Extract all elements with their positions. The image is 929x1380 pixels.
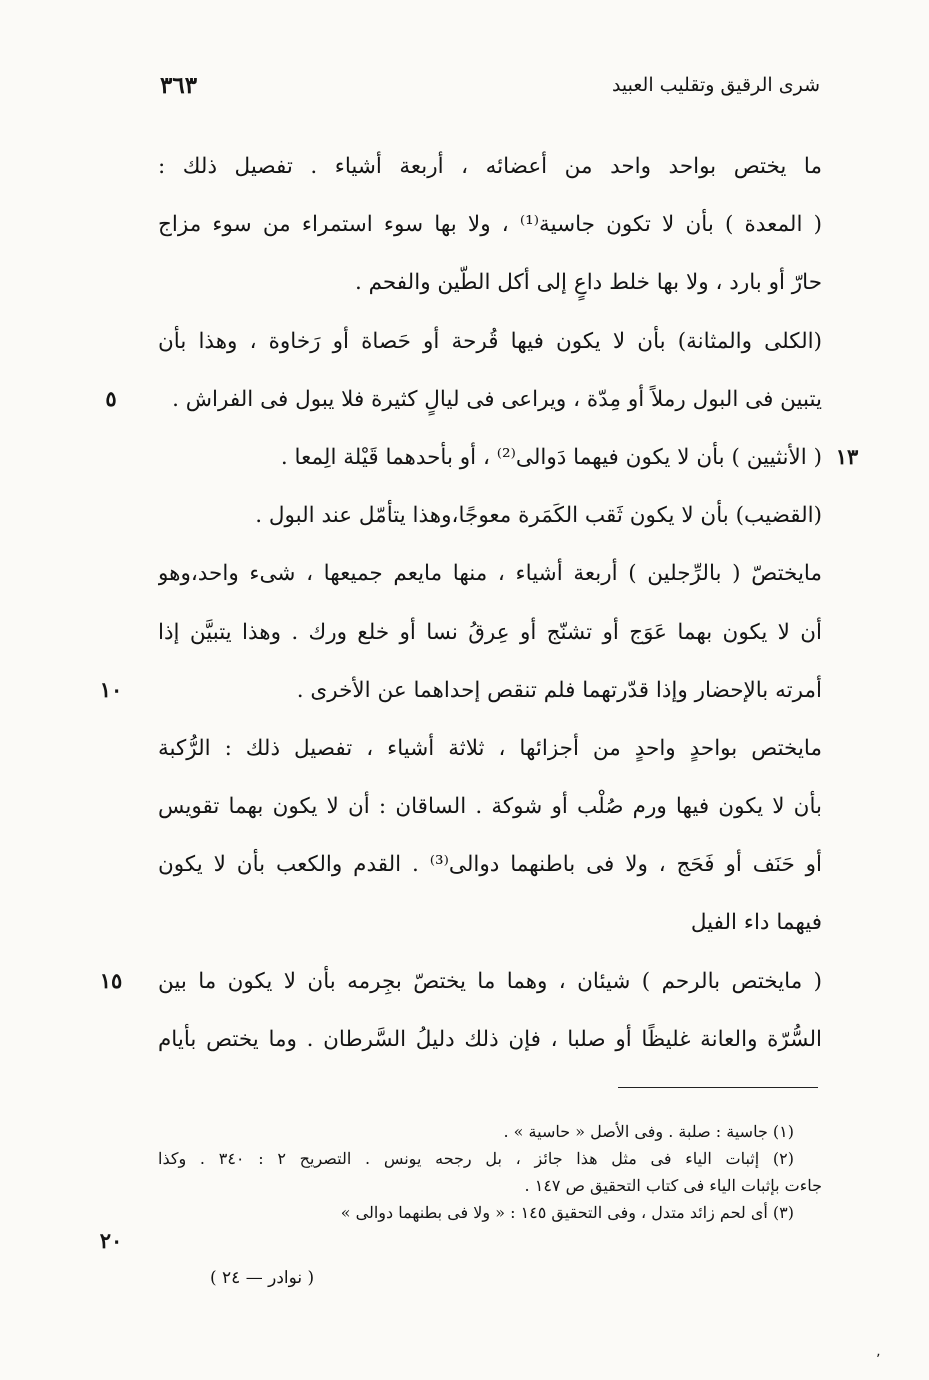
- body-line-5: يتبين فى البول رملاً أو مِدّة ، ويراعى فى ليالٍ كثيرة فلا يبول فى الفراش .: [172, 386, 822, 412]
- body-line-13: أو حَنَف أو فَحَج ، ولا فى باطنهما دوالى⁽³⁾ . القدم والكعب بأن لا يكون: [158, 852, 822, 878]
- running-title: شرى الرقيق وتقليب العبيد: [611, 74, 820, 96]
- body-line-12: بأن لا يكون فيها ورم صُلْب أو شوكة . الساقان : أن لا يكون بهما تقويس: [158, 794, 822, 820]
- margin-line-number-20: ٢٠: [99, 1228, 123, 1253]
- body-text: [158, 138, 822, 1069]
- body-line-7: (القضيب) بأن لا يكون ثَقب الكَمَرة معوجًا،وهذا يتأمّل عند البول .: [255, 503, 822, 529]
- body-line-11: مايختص بواحدٍ واحدٍ من أجزائها ، ثلاثة أشياء ، تفصيل ذلك : الرُّكبة: [158, 735, 822, 761]
- body-line-16: السُّرّة والعانة غليظًا أو صلبا ، فإن ذلك دليلُ السَّرطان . وما يختص بأيام: [158, 1026, 822, 1052]
- printer-signature: ( نوادر — ٢٤ ): [210, 1268, 315, 1288]
- body-line-3: حارّ أو بارد ، ولا بها خلط داعٍ إلى أكل الطّين والفحم .: [354, 270, 822, 296]
- margin-line-number-5: ٥: [105, 386, 117, 411]
- body-line-9: أن لا يكون بهما عَوَج أو تشنّج أو عِرقُ نسا أو خلع ورك . وهذا يتبيَّن إذا: [158, 619, 822, 645]
- footnote-3: (٣) أى لحم زائد متدل ، وفى التحقيق ١٤٥ : « ولا فى بطنهما دوالى »: [340, 1203, 794, 1222]
- body-line-1: ما يختص بواحد واحد من أعضائه ، أربعة أشياء . تفصيل ذلك :: [158, 154, 822, 179]
- corner-mark: ٬: [876, 1352, 881, 1368]
- body-line-15: ( مايختص بالرحم ) شيئان ، وهما ما يختصّ بجِرمه بأن لا يكون ما بين: [158, 968, 822, 994]
- margin-line-number-15: ١٥: [99, 968, 123, 993]
- body-line-4: (الكلى والمثانة) بأن لا يكون فيها قُرحة أو حَصاة أو رَخاوة ، وهذا بأن: [158, 328, 822, 354]
- page-number: ٣٦٣: [160, 72, 198, 99]
- body-line-10: أمرته بالإحضار وإذا قدّرتهما فلم تنقص إحداهما عن الأخرى .: [296, 677, 822, 703]
- margin-line-number-10: ١٠: [99, 677, 123, 702]
- footnote-2: (٢) إثبات الياء فى مثل هذا جائز ، بل رجحه يونس . التصريح ٢ : ٣٤٠ . وكذا: [158, 1149, 794, 1168]
- page-header: [160, 70, 820, 110]
- footnote-1: (١) جاسية : صلبة . وفى الأصل « حاسية » .: [503, 1122, 794, 1141]
- footnotes: [158, 1118, 822, 1226]
- footnote-2-continued: جاءت بإثبات الياء فى كتاب التحقيق ص ١٤٧ .: [524, 1176, 822, 1195]
- body-line-6: ( الأنثيين ) بأن لا يكون فيهما دَوالى⁽²⁾ ، أو بأحدهما قَيْلة الِمعا .: [280, 444, 822, 470]
- footnote-divider: [618, 1087, 818, 1088]
- body-line-8: مايختصّ ( بالرِّجلين ) أربعة أشياء ، منها مايعم جميعها ، شىء واحد،وهو: [158, 561, 822, 587]
- body-line-2: ( المعدة ) بأن لا تكون جاسية⁽¹⁾ ، ولا بها سوء استمراء من سوء مزاج: [158, 212, 822, 238]
- margin-original-page-number: ١٣: [835, 444, 859, 469]
- body-line-14: فيهما داء الفيل: [690, 910, 822, 936]
